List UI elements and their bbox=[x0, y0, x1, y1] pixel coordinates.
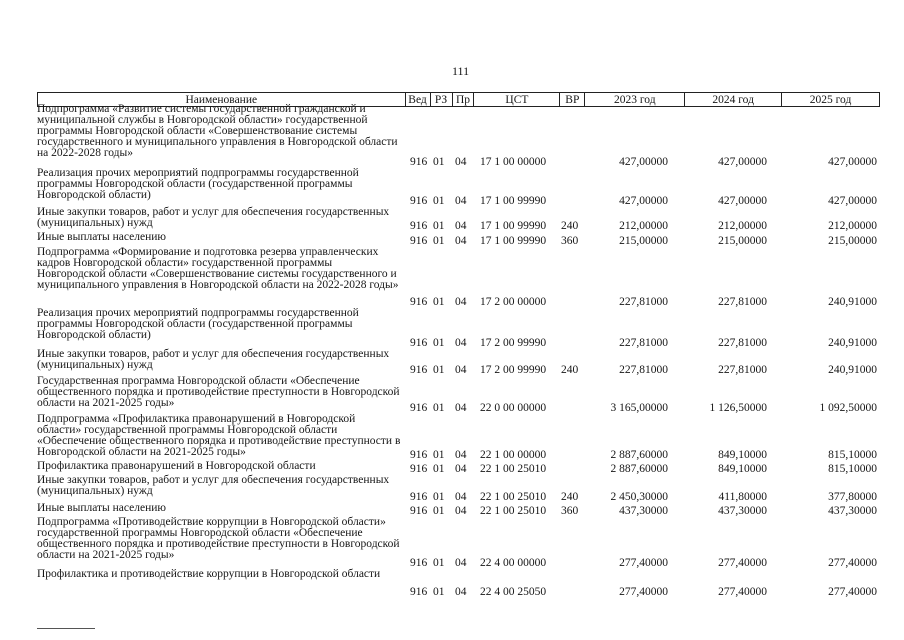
row-vr: 240 bbox=[561, 220, 579, 232]
row-vr: 360 bbox=[561, 505, 579, 517]
row-rz: 01 bbox=[433, 235, 445, 247]
row-ved: 916 bbox=[410, 505, 428, 517]
row-name: Иные выплаты населению bbox=[37, 231, 166, 243]
table-row bbox=[37, 376, 880, 414]
table-row bbox=[37, 168, 880, 207]
row-name: Профилактика правонарушений в Новгородской области bbox=[37, 460, 316, 472]
row-ved: 916 bbox=[410, 491, 428, 503]
row-cst: 22 1 00 25010 bbox=[480, 463, 547, 475]
row-name: Подпрограмма «Формирование и подготовка резерва управленческих кадров Новгородской области» государственной программы Новгородской области «Совершенствование системы государственного и муниципального управления в Новгородской области на 2022-2028 годы» bbox=[37, 246, 399, 291]
table-row bbox=[37, 232, 880, 247]
row-name: Подпрограмма «Развитие системы государственной гражданской и муниципальной службы в Новгородской области» государственной программы Новгородской области «Совершенствование системы государственного и муниципального управления в Новгородской области на 2022-2028 годы» bbox=[37, 103, 398, 159]
row-2025: 277,40000 bbox=[828, 557, 877, 569]
row-rz: 01 bbox=[433, 156, 445, 168]
row-cst: 17 1 00 99990 bbox=[480, 220, 547, 232]
row-2023: 2 450,30000 bbox=[610, 491, 668, 503]
row-cst: 22 0 00 00000 bbox=[480, 402, 547, 414]
row-name: Реализация прочих мероприятий подпрограммы государственной программы Новгородской области (государственной программы Новгородской области) bbox=[37, 167, 359, 201]
row-vr: 240 bbox=[561, 491, 579, 503]
row-name: Подпрограмма «Профилактика правонарушений в Новгородской области» государственной программы Новгородской области «Обеспечение общественного порядка и противодействие преступности в Новгородской области на 2021-2025 годы» bbox=[37, 413, 401, 458]
row-2024: 427,00000 bbox=[718, 195, 767, 207]
row-cst: 22 1 00 00000 bbox=[480, 449, 547, 461]
row-rz: 01 bbox=[433, 463, 445, 475]
row-cst: 17 2 00 00000 bbox=[480, 296, 547, 308]
row-ved: 916 bbox=[410, 586, 428, 598]
table-body bbox=[37, 104, 880, 598]
row-pr: 04 bbox=[455, 402, 467, 414]
row-2023: 2 887,60000 bbox=[610, 449, 668, 461]
row-2025: 277,40000 bbox=[828, 586, 877, 598]
row-ved: 916 bbox=[410, 463, 428, 475]
row-2025: 427,00000 bbox=[828, 195, 877, 207]
row-2023: 227,81000 bbox=[619, 337, 668, 349]
row-2024: 411,80000 bbox=[718, 491, 767, 503]
row-2023: 227,81000 bbox=[619, 296, 668, 308]
row-pr: 04 bbox=[455, 557, 467, 569]
table-row bbox=[37, 517, 880, 569]
page-number: 111 bbox=[452, 64, 470, 78]
row-rz: 01 bbox=[433, 296, 445, 308]
row-cst: 22 1 00 25010 bbox=[480, 491, 547, 503]
row-2024: 215,00000 bbox=[718, 235, 767, 247]
row-rz: 01 bbox=[433, 505, 445, 517]
row-pr: 04 bbox=[455, 220, 467, 232]
row-2023: 2 887,60000 bbox=[610, 463, 668, 475]
row-ved: 916 bbox=[410, 557, 428, 569]
row-ved: 916 bbox=[410, 364, 428, 376]
row-2025: 240,91000 bbox=[828, 337, 877, 349]
table-row bbox=[37, 308, 880, 349]
row-name: Иные выплаты населению bbox=[37, 502, 166, 514]
row-2025: 427,00000 bbox=[828, 156, 877, 168]
row-cst: 22 1 00 25010 bbox=[480, 505, 547, 517]
table-row bbox=[37, 104, 880, 168]
row-cst: 22 4 00 00000 bbox=[480, 557, 547, 569]
row-rz: 01 bbox=[433, 449, 445, 461]
row-ved: 916 bbox=[410, 156, 428, 168]
row-2023: 427,00000 bbox=[619, 195, 668, 207]
row-cst: 17 2 00 99990 bbox=[480, 337, 547, 349]
row-name: Иные закупки товаров, работ и услуг для обеспечения государственных (муниципальных) нужд bbox=[37, 348, 390, 371]
row-2024: 1 126,50000 bbox=[709, 402, 767, 414]
row-2023: 3 165,00000 bbox=[610, 402, 668, 414]
row-ved: 916 bbox=[410, 337, 428, 349]
table-row bbox=[37, 503, 880, 517]
table-row bbox=[37, 414, 880, 461]
row-2023: 277,40000 bbox=[619, 557, 668, 569]
row-name: Иные закупки товаров, работ и услуг для обеспечения государственных (муниципальных) нужд bbox=[37, 474, 390, 497]
row-cst: 17 1 00 99990 bbox=[480, 195, 547, 207]
row-2025: 212,00000 bbox=[828, 220, 877, 232]
row-2025: 240,91000 bbox=[828, 364, 877, 376]
row-ved: 916 bbox=[410, 402, 428, 414]
row-2025: 1 092,50000 bbox=[819, 402, 877, 414]
row-name: Профилактика и противодействие коррупции в Новгородской области bbox=[37, 568, 381, 580]
row-2024: 212,00000 bbox=[718, 220, 767, 232]
row-2024: 227,81000 bbox=[718, 296, 767, 308]
row-rz: 01 bbox=[433, 220, 445, 232]
row-ved: 916 bbox=[410, 195, 428, 207]
row-pr: 04 bbox=[455, 586, 467, 598]
row-2023: 277,40000 bbox=[619, 586, 668, 598]
table-row bbox=[37, 247, 880, 308]
header-2023: 2023 год bbox=[585, 93, 685, 106]
header-vr: ВР bbox=[560, 93, 585, 106]
row-vr: 360 bbox=[561, 235, 579, 247]
row-2023: 212,00000 bbox=[619, 220, 668, 232]
row-pr: 04 bbox=[455, 156, 467, 168]
row-2025: 815,10000 bbox=[828, 449, 877, 461]
row-cst: 17 2 00 99990 bbox=[480, 364, 547, 376]
table-row bbox=[37, 207, 880, 232]
row-2023: 427,00000 bbox=[619, 156, 668, 168]
header-2024: 2024 год bbox=[685, 93, 782, 106]
header-rz: РЗ bbox=[431, 93, 453, 106]
row-rz: 01 bbox=[433, 364, 445, 376]
row-pr: 04 bbox=[455, 296, 467, 308]
row-rz: 01 bbox=[433, 402, 445, 414]
row-cst: 22 4 00 25050 bbox=[480, 586, 547, 598]
row-ved: 916 bbox=[410, 449, 428, 461]
row-2024: 277,40000 bbox=[718, 557, 767, 569]
row-2024: 437,30000 bbox=[718, 505, 767, 517]
row-2023: 227,81000 bbox=[619, 364, 668, 376]
row-pr: 04 bbox=[455, 449, 467, 461]
table-row bbox=[37, 461, 880, 475]
row-2023: 215,00000 bbox=[619, 235, 668, 247]
row-name: Государственная программа Новгородской области «Обеспечение общественного порядка и противодействие преступности в Новгородской области на 2021-2025 годы» bbox=[37, 375, 400, 409]
row-ved: 916 bbox=[410, 296, 428, 308]
header-cst: ЦСТ bbox=[474, 93, 560, 106]
row-pr: 04 bbox=[455, 337, 467, 349]
row-2024: 849,10000 bbox=[718, 463, 767, 475]
row-pr: 04 bbox=[455, 364, 467, 376]
row-pr: 04 bbox=[455, 491, 467, 503]
table-row bbox=[37, 349, 880, 376]
row-2024: 427,00000 bbox=[718, 156, 767, 168]
row-2024: 277,40000 bbox=[718, 586, 767, 598]
row-2025: 240,91000 bbox=[828, 296, 877, 308]
header-pr: Пр bbox=[453, 93, 475, 106]
row-ved: 916 bbox=[410, 220, 428, 232]
row-pr: 04 bbox=[455, 235, 467, 247]
row-rz: 01 bbox=[433, 557, 445, 569]
header-2025: 2025 год bbox=[809, 94, 852, 106]
row-cst: 17 1 00 00000 bbox=[480, 156, 547, 168]
row-rz: 01 bbox=[433, 586, 445, 598]
row-vr: 240 bbox=[561, 364, 579, 376]
table-row bbox=[37, 475, 880, 503]
row-ved: 916 bbox=[410, 235, 428, 247]
header-name: Наименование bbox=[38, 93, 406, 106]
row-rz: 01 bbox=[433, 491, 445, 503]
footnote-divider bbox=[37, 628, 95, 629]
row-pr: 04 bbox=[455, 463, 467, 475]
row-2025: 437,30000 bbox=[828, 505, 877, 517]
row-2024: 849,10000 bbox=[718, 449, 767, 461]
row-rz: 01 bbox=[433, 195, 445, 207]
table-row bbox=[37, 569, 880, 598]
row-2023: 437,30000 bbox=[619, 505, 668, 517]
row-cst: 17 1 00 99990 bbox=[480, 235, 547, 247]
row-pr: 04 bbox=[455, 195, 467, 207]
row-2025: 215,00000 bbox=[828, 235, 877, 247]
row-2024: 227,81000 bbox=[718, 364, 767, 376]
row-name: Реализация прочих мероприятий подпрограммы государственной программы Новгородской области (государственной программы Новгородской области) bbox=[37, 307, 359, 341]
row-name: Подпрограмма «Противодействие коррупции в Новгородской области» государственной программы Новгородской области «Обеспечение общественного порядка и противодействие преступности в Новгородской области на 2021-2025 годы» bbox=[37, 516, 400, 561]
row-2024: 227,81000 bbox=[718, 337, 767, 349]
row-pr: 04 bbox=[455, 505, 467, 517]
row-rz: 01 bbox=[433, 337, 445, 349]
row-2025: 377,80000 bbox=[828, 491, 877, 503]
row-name: Иные закупки товаров, работ и услуг для обеспечения государственных (муниципальных) нужд bbox=[37, 206, 390, 229]
header-ved: Вед bbox=[406, 93, 431, 106]
row-2025: 815,10000 bbox=[828, 463, 877, 475]
